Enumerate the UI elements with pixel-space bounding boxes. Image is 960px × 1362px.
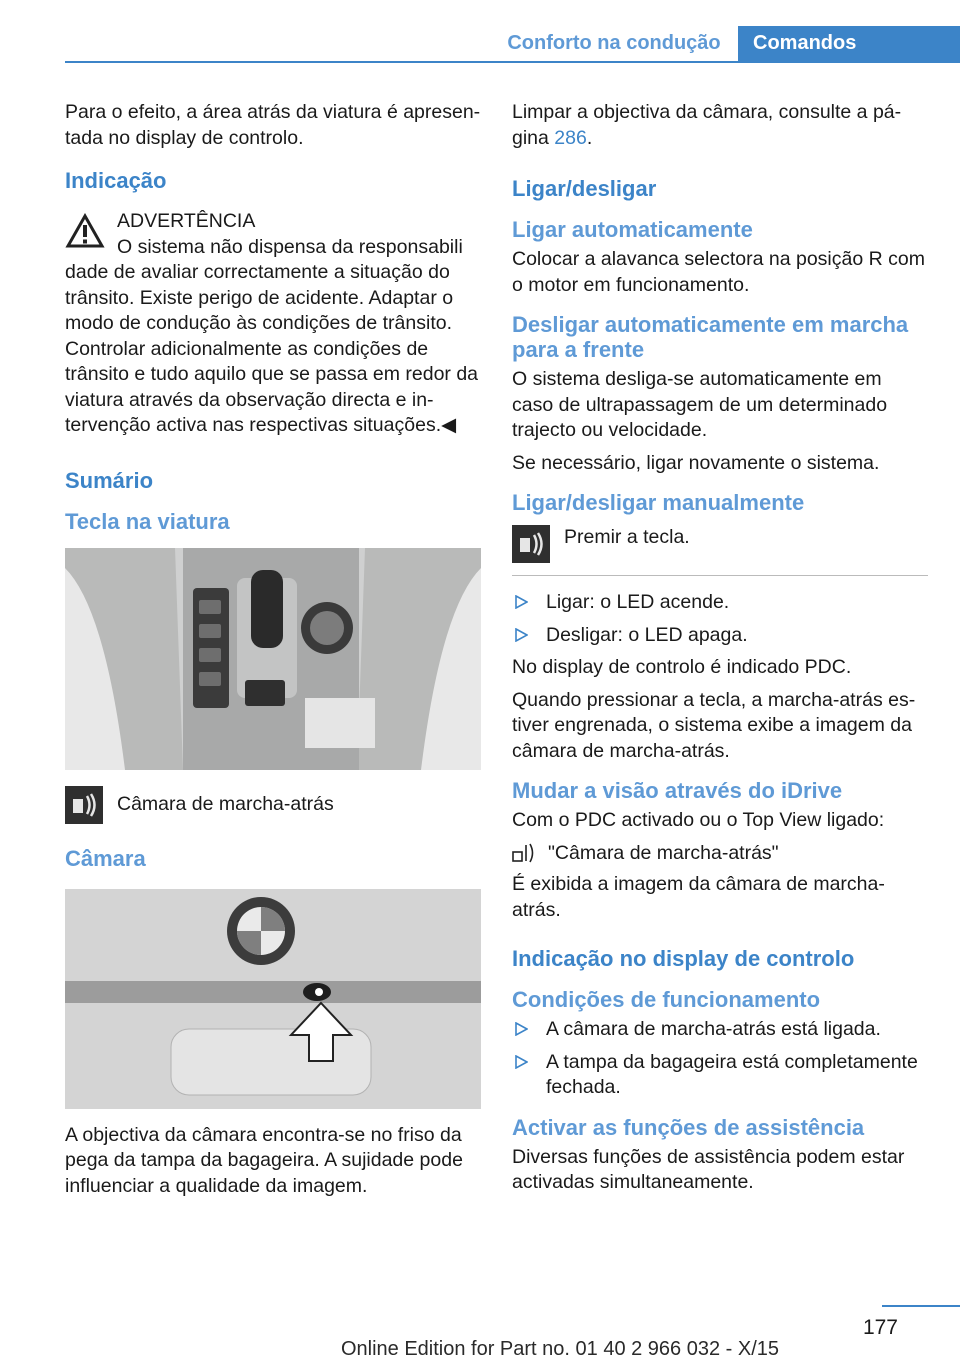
triangle-right-icon [514,628,528,642]
header-chapter: Comandos [738,26,960,61]
heading-condicoes: Condições de funcionamento [512,987,821,1012]
idrive-menu-item: "Câmara de marcha-atrás" [548,841,779,864]
right-column [512,100,928,1203]
heading-manual: Ligar/desligar manualmente [512,490,805,515]
clean-text-post: . [586,126,593,149]
heading-auto-off: Desligar automaticamente em marcha para a frente [512,312,909,362]
console-illustration [65,548,481,770]
pdc-text: No display de controlo é indicado PDC. [512,656,852,678]
heading-camara: Câmara [65,845,146,871]
list-item: A tampa da bagageira está completamente fechada. [512,1050,928,1101]
assist-text: Diversas funções de assistência podem estar activadas simultaneamente. [512,1145,905,1193]
left-column [65,100,481,1206]
heading-ligar: Ligar/desligar [512,176,657,201]
pdc-key-icon [65,786,103,824]
header-section: Conforto na condução [507,32,721,54]
idrive-text: Com o PDC activado ou o Top View ligado: [512,809,885,831]
heading-idrive: Mudar a visão através do iDrive [512,778,843,803]
warning-label: ADVERTÊNCIA [117,210,256,232]
camera-text: A objectiva da câmara encontra-se no friso da pega da tampa da bagageira. A sujidade pode influenciar a qualidade da imagem. [65,1123,463,1197]
key-caption-row [65,786,481,824]
heading-display: Indicação no display de controlo [512,946,855,971]
manual-row [512,525,928,563]
idrive-result: É exibida a imagem da câmara de marcha-atrás. [512,873,885,921]
manual-bullets [512,575,928,648]
clean-text-pre: Limpar a objectiva da câmara, consulte a página [512,101,902,149]
manual-text: Premir a tecla. [564,526,690,548]
page-link-286[interactable]: 286 [554,126,587,149]
heading-assist: Activar as funções de assistência [512,1114,865,1140]
camera-menu-icon [512,841,538,865]
page-number: 177 [862,1316,898,1339]
heading-indicacao: Indicação [65,168,167,193]
heading-sumario: Sumário [65,467,154,493]
clean-text [512,100,928,151]
list-item: A câmara de marcha-atrás está ligada. [512,1017,928,1043]
heading-auto-on: Ligar automaticamente [512,217,753,242]
auto-on-text: Colocar a alavanca selectora na posição R com o motor em funcionamento. [512,248,925,296]
triangle-right-icon [514,1022,528,1036]
condition-bullets [512,1017,928,1101]
header-rule [65,61,960,63]
warning-text: dade de avaliar correctamente a situação do trânsito. Existe perigo de acidente. Adaptar o modo de condução às condições de trânsito. Controlar adicionalmente as condições de trânsito e tudo aquilo que se passa em redor da viatura através da observação directa e intervenção activa nas respectivas situações.◀ [65,261,479,436]
reverse-text: Quando pressionar a tecla, a marcha-atrás estiver engrenada, o sistema exibe a imagem da câmara de marcha-atrás. [512,688,916,762]
warning-text-first: O sistema não dispensa da responsabili [117,235,463,258]
list-item: Ligar: o LED acende. [512,590,928,616]
auto-off-text-2: Se necessário, ligar novamente o sistema. [512,451,880,474]
camera-photo [65,889,481,1109]
footer-rule [882,1305,960,1307]
key-caption: Câmara de marcha-atrás [117,792,334,815]
auto-off-text: O sistema desliga-se automaticamente em caso de ultrapassagem de um determinado trajecto ou velocidade. [512,368,888,441]
pdc-key-icon [512,525,550,563]
camera-illustration [65,889,481,1109]
warning-triangle-icon [65,213,105,249]
heading-tecla: Tecla na viatura [65,508,230,534]
edition-info: Online Edition for Part no. 01 40 2 966 032 - X/15 [340,1338,780,1360]
idrive-menu-row [512,841,928,867]
warning-block [65,209,481,439]
list-item: Desligar: o LED apaga. [512,623,928,649]
console-photo [65,548,481,770]
triangle-right-icon [514,595,528,609]
intro-text: Para o efeito, a área atrás da viatura é apresentada no display de controlo. [65,101,481,149]
triangle-right-icon [514,1055,528,1069]
